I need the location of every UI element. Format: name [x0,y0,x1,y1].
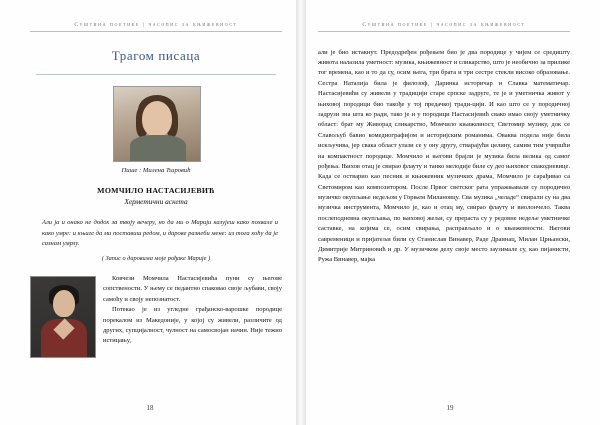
epigraph-source: ( Запис о даровима моје рођаке Марије ) [101,254,211,262]
right-page [300,0,600,425]
title-divider [36,74,276,75]
paragraph: Ковчези Момчила Настасијевића пуни су његове сопствености. У њему се педантно спаковао своје љубави, своју самоћу и своју непознатост. [103,274,282,303]
photo-caption: Пише : Милена Ћировић [121,167,191,175]
paragraph: Потекао је из угледне грађанско-варошке породице порекалом из Македоније, у којој су живели, различите од других, супцијалност, чулност на самосвојан начин. Није тежио истицању, [103,306,282,345]
paragraph: али је био истакнут. Предодређен рођењем био је два породице у чијем се средишту живота налазила уметност: музика, књижевност и сликарство, што је необично за прилике тог времена, као и то да су, осим њега, три брата и три сестре стекли високо образовање. Сестра Наталија била је филозоф, Даринка историчар и Славка математичар. Настасијевићи су живели у традицији старе српске задруге, те је и уметничка живот у њиховој породици био такође у тој предачкој тради-цији. И као што се у породичној задрузи зна шта ко ради, тако је и у породици Настасијевић свако имао своју уметничку област: брат му Живорад сликарство, Момчило књижевност, Светомир музику, док се Славољуб бавио комедиографијом и историјским романима. Оваква подела није била искључива, јер свака област улази се у ону другу, стварајући целину, самим тим учвршћи на компактност породице. Момчило и његови брајли је музика била велика од самог рођења. Њихов отац је свирао флауту и танко мелодије биле су део њиховог свакодневице. Када се остварио као песник и књижевник музичких драма, Момчило је сарађивао са Светомиром као композитором. После Првог светског рата упражњавали су породично музичко окупљање недељом у Горњем Милановцу. Сва музика „челаде“ свирали су на два музичка инструмента, Момчило је, као и отац му, свирао флауту и виолончело. Таква послеподневна окупљања, по њиховој жељи, су прераста су у редовне недеље уметничке саставке, на којима се, осим свирања, расправљало и о књижевности. Његови савременици и пријатељи били су Станислав Винавер, Раде Драинац, Милан Црњански, Димитрије Митриновић и др. У музичком делу своје место заузимале су, као пијанисти, Ружа Винавер, мајка [318,48,570,264]
article-subtitle: Херметични аскета [124,197,188,207]
page-number-right: 19 [446,404,454,412]
epigraph-text: Али ја и онако не додох за твоју вечеру, но да ми о Марији казујеш како похвале и како умре: и књиге да ми поставиш редом, и дарове разнеби мене: из тога хоћу да је сазнам умрлу. [42,219,278,248]
left-body-block [30,274,282,361]
inline-portrait-face-shape [53,290,75,317]
running-head-right: Суштина поетике | часопис за књижевност [362,22,526,28]
page-number-left: 18 [146,404,154,412]
article-author-name: МОМЧИЛО НАСТАСИЈЕВИЋ [97,186,215,196]
photo-body-shape [130,135,186,161]
author-photo-wrap [113,86,199,162]
photo-face-shape [142,101,172,137]
inline-portrait-image [30,276,96,358]
author-photo [113,86,201,162]
running-head-left: Суштина поетике | часопис за књижевност [74,22,238,28]
section-title: Трагом писаца [111,47,201,63]
header-divider-right [318,31,570,32]
header-divider-left [30,31,282,32]
right-body-block [318,48,570,266]
